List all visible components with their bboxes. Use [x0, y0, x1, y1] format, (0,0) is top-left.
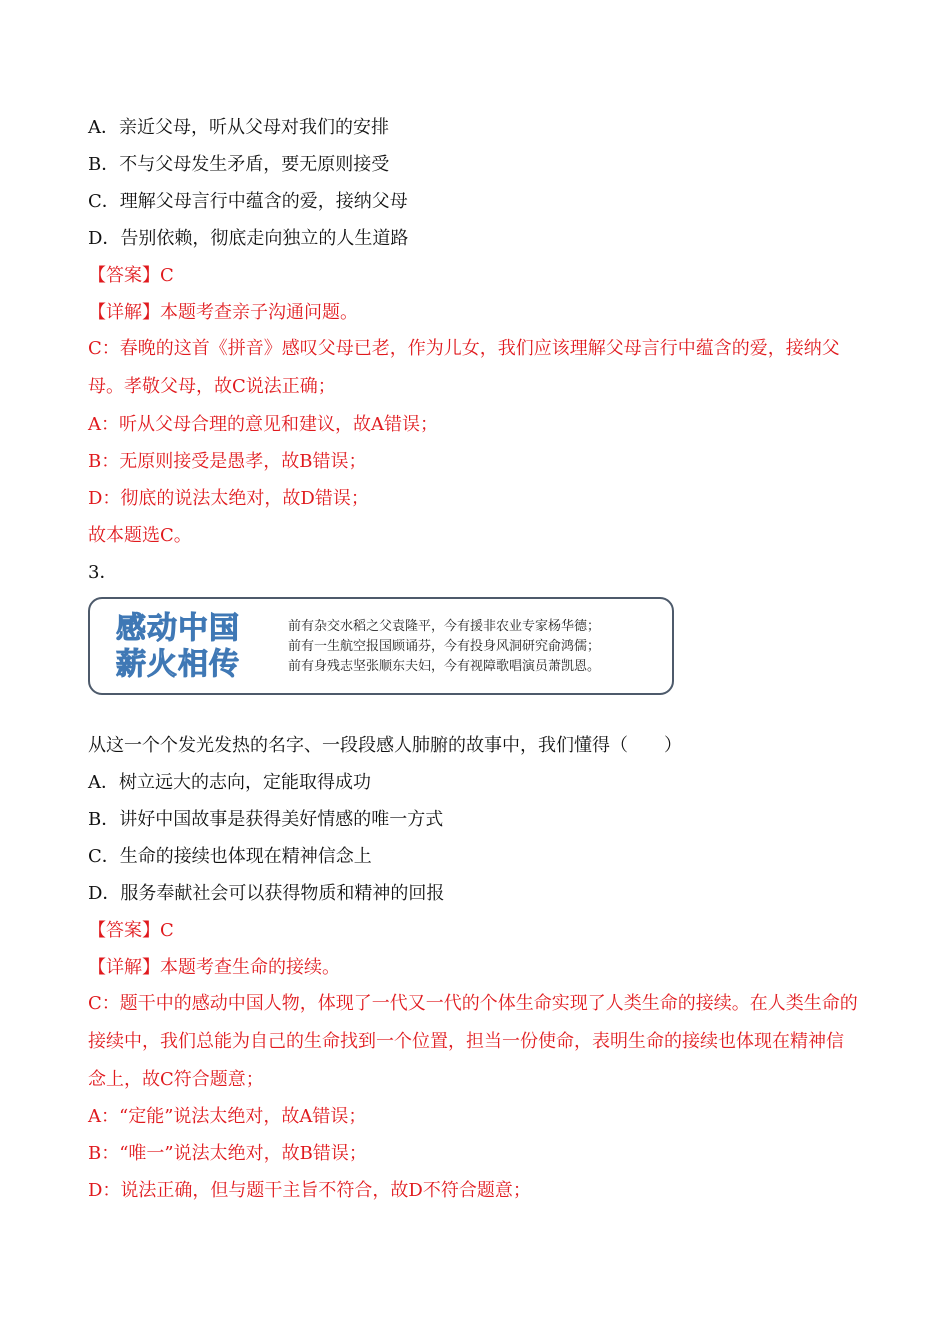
- q3-explanation-a: A：“定能”说法太绝对，故A错误；: [88, 1106, 367, 1127]
- q2-detail: 【详解】本题考查亲子沟通问题。: [88, 302, 358, 323]
- q3-option-b: B．讲好中国故事是获得美好情感的唯一方式: [88, 809, 444, 830]
- q3-explanation-b: B：“唯一”说法太绝对，故B错误；: [88, 1143, 367, 1164]
- banner-text: [288, 617, 600, 677]
- q2-option-a: A．亲近父母，听从父母对我们的安排: [88, 117, 389, 138]
- q3-explanation-d: D：说法正确，但与题干主旨不符合，故D不符合题意；: [88, 1180, 531, 1201]
- q2-explanation-c: C：春晚的这首《拼音》感叹父母已老，作为儿女，我们应该理解父母言行中蕴含的爱，接纳父母。孝敬父母，故C说法正确；: [88, 338, 840, 397]
- banner-line-3: 前有身残志坚张顺东夫妇，今有视障歌唱演员萧凯恩。: [288, 659, 601, 674]
- q3-option-d: D．服务奉献社会可以获得物质和精神的回报: [88, 883, 445, 904]
- q2-option-d: D．告别依赖，彻底走向独立的人生道路: [88, 228, 409, 249]
- q3-explanation-c: C：题干中的感动中国人物，体现了一代又一代的个体生命实现了人类生命的接续。在人类生命的接续中，我们总能为自己的生命找到一个位置，担当一份使命，表明生命的接续也体现在精神信念上，故C符合题意；: [88, 993, 858, 1090]
- q2-option-b: B．不与父母发生矛盾，要无原则接受: [88, 154, 390, 175]
- q3-stem: 从这一个个发光发热的名字、一段段感人肺腑的故事中，我们懂得（ ）: [88, 735, 682, 756]
- q2-conclusion: 故本题选C。: [88, 525, 192, 546]
- banner-line-2: 前有一生航空报国顾诵芬，今有投身风洞研究俞鸿儒；: [288, 639, 601, 654]
- q3-option-a: A．树立远大的志向，定能取得成功: [88, 772, 371, 793]
- banner-title: [116, 611, 240, 683]
- q2-explanation-b: B：无原则接受是愚孝，故B错误；: [88, 451, 367, 472]
- q3-banner: [88, 597, 674, 695]
- q3-detail: 【详解】本题考查生命的接续。: [88, 957, 340, 978]
- q2-answer: 【答案】C: [88, 265, 174, 286]
- q2-option-c: C．理解父母言行中蕴含的爱，接纳父母: [88, 191, 408, 212]
- banner-title-line2: 薪火相传: [116, 647, 240, 682]
- q2-explanation-a: A：听从父母合理的意见和建议，故A错误；: [88, 414, 438, 435]
- q3-number: 3．: [88, 562, 118, 583]
- banner-title-line1: 感动中国: [116, 611, 240, 646]
- banner-line-1: 前有杂交水稻之父袁隆平，今有援非农业专家杨华德；: [288, 619, 601, 634]
- q3-answer: 【答案】C: [88, 920, 174, 941]
- q2-explanation-d: D：彻底的说法太绝对，故D错误；: [88, 488, 369, 509]
- q3-option-c: C．生命的接续也体现在精神信念上: [88, 846, 372, 867]
